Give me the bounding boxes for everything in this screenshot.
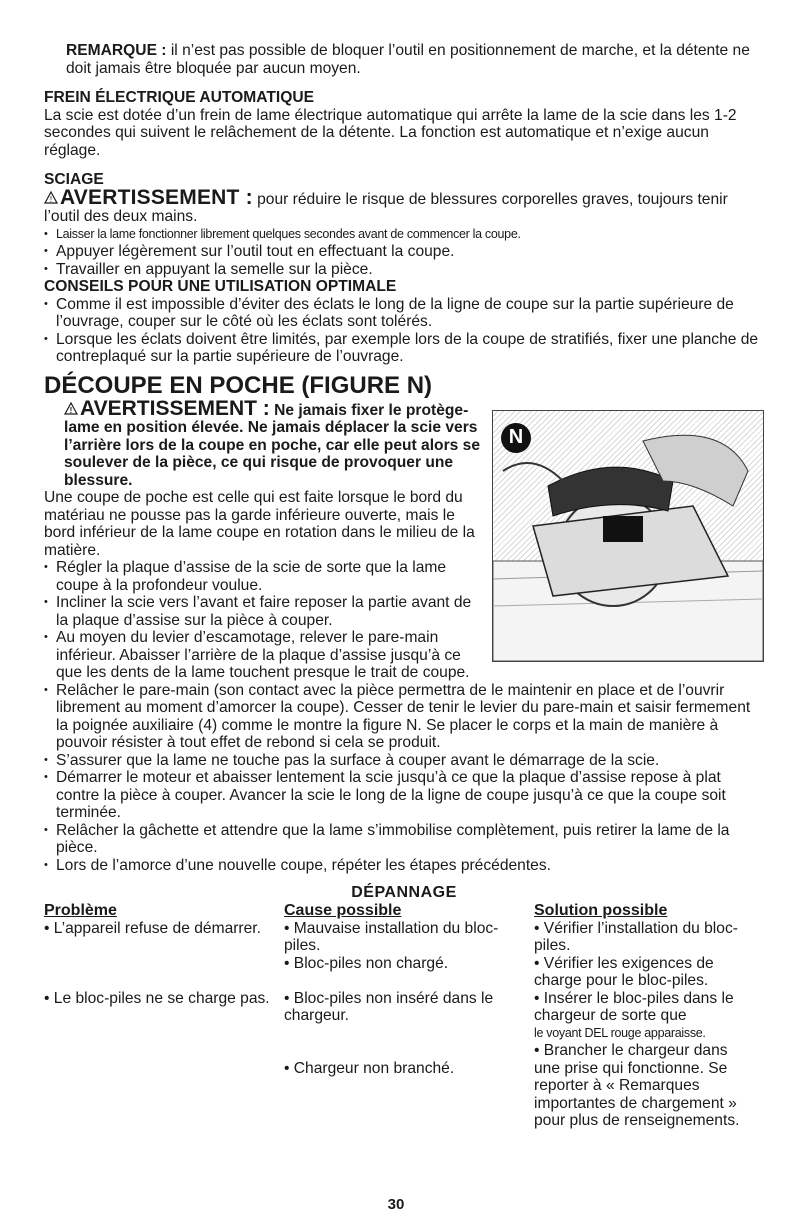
table-cell-problem: • Le bloc-piles ne se charge pas. (44, 989, 270, 1007)
figure-badge: N (501, 423, 531, 453)
column-header-solution: Solution possible (534, 902, 668, 919)
decoupe-title: DÉCOUPE EN POCHE (FIGURE N) (44, 371, 433, 399)
table-cell-cause (284, 990, 534, 1130)
page-number: 30 (387, 1196, 405, 1213)
cause-item: • Bloc-piles non chargé. (284, 954, 449, 972)
remarque-label: REMARQUE : (66, 42, 167, 59)
decoupe-list (44, 559, 764, 874)
sciage-list (44, 226, 764, 279)
column-header-cause: Cause possible (284, 902, 402, 919)
sciage-warning (44, 185, 764, 226)
sciage-title: SCIAGE (44, 171, 104, 188)
sciage-warning-word: AVERTISSEMENT : (60, 185, 253, 209)
warning-triangle-icon (44, 191, 60, 209)
svg-text:!: ! (49, 194, 53, 204)
decoupe-warning-word: AVERTISSEMENT : (80, 396, 270, 420)
list-item: • Comme il est impossible d’éviter des éclats le long de la ligne de coupe sur la partie supérieure de l’ouvrage, couper sur le côté où les éclats sont tolérés. (44, 296, 764, 331)
solution-item-small: le voyant DEL rouge apparaisse. (534, 1025, 706, 1040)
table-cell-problem: • L’appareil refuse de démarrer. (44, 919, 261, 937)
conseils-title: CONSEILS POUR UNE UTILISATION OPTIMALE (44, 278, 397, 295)
solution-item: • Vérifier les exigences de charge pour le bloc-piles. (534, 954, 714, 989)
table-cell-solution (534, 990, 764, 1130)
list-item: • Lors de l’amorce d’une nouvelle coupe, répéter les étapes précédentes. (44, 857, 764, 875)
table-cell-cause (284, 920, 534, 990)
list-item: • Lorsque les éclats doivent être limités, par exemple lors de la coupe de stratifiés, fixer une planche de contreplaqué sur la partie supérieure de l’ouvrage. (44, 331, 764, 366)
list-item: • Régler la plaque d’assise de la scie de sorte que la lame coupe à la profondeur voulue. (44, 559, 764, 594)
list-item: • Appuyer légèrement sur l’outil tout en effectuant la coupe. (44, 243, 764, 261)
solution-item: • Brancher le chargeur dans une prise qui fonctionne. Se reporter à « Remarques importantes de chargement » pour plus de renseignements. (534, 1042, 740, 1129)
list-item: • S’assurer que la lame ne touche pas la surface à couper avant le démarrage de la scie. (44, 752, 764, 770)
frein-text: La scie est dotée d’un frein de lame électrique automatique qui arrête la lame de la scie dans les 1-2 secondes qui suivent le relâchement de la détente. La fonction est automatique et n’exige aucun réglage. (44, 106, 737, 159)
sciage-warning-text: pour réduire le risque de blessures corporelles graves, toujours tenir l’outil des deux mains. (44, 190, 728, 225)
list-item: • Incliner la scie vers l’avant et faire reposer la partie avant de la plaque d’assise sur la pièce à couper. (44, 594, 764, 629)
list-item: • Au moyen du levier d’escamotage, relever le pare-main inférieur. Abaisser l’arrière de la plaque d’assise jusqu’à ce que les dents de la lame touchent presque le trait de coupe. (44, 629, 764, 682)
solution-item: • Vérifier l’installation du bloc-piles. (534, 919, 738, 954)
table-cell-solution (534, 920, 764, 990)
manual-page (44, 42, 764, 1130)
remarque-paragraph (44, 42, 764, 77)
list-item: • Relâcher le pare-main (son contact avec la pièce permettra de le maintenir en place et de l’ouvrir librement au moment d’amorcer la coupe). Cesser de tenir le levier du pare-main et saisir fermement la poignée auxiliaire (4) comme le montre la figure N. Se placer le corps et la main de manière à pouvoir résister à tout effet de rebond si cela se produit. (44, 682, 764, 752)
decoupe-warning-text: Ne jamais fixer le protège-lame en position élevée. Ne jamais déplacer la scie vers l’arrière lors de la coupe en poche, car elle peut alors se soulever de la pièce, ce qui risque de provoquer une blessure. (64, 401, 481, 489)
list-item: • Laisser la lame fonctionner librement quelques secondes avant de commencer la coupe. (44, 226, 764, 244)
troubleshooting-table (44, 902, 764, 1130)
cause-item: • Bloc-piles non inséré dans le chargeur. (284, 989, 494, 1024)
warning-triangle-icon (64, 402, 80, 420)
conseils-list (44, 296, 764, 366)
frein-title: FREIN ÉLECTRIQUE AUTOMATIQUE (44, 89, 315, 106)
svg-text:!: ! (69, 405, 73, 415)
list-item: • Relâcher la gâchette et attendre que la lame s’immobilise complètement, puis retirer la lame de la pièce. (44, 822, 764, 857)
solution-item: • Insérer le bloc-piles dans le chargeur de sorte que (534, 989, 734, 1024)
decoupe-intro: Une coupe de poche est celle qui est faite lorsque le bord du matériau ne pousse pas la garde inférieure ouverte, mais le bord inférieur de la lame coupe en rotation dans le milieu de la matière. (44, 489, 475, 559)
decoupe-section (44, 396, 764, 875)
column-header-probleme: Problème (44, 902, 117, 919)
cause-item: • Chargeur non branché. (284, 1059, 455, 1077)
depannage-title: DÉPANNAGE (351, 884, 457, 901)
cause-item: • Mauvaise installation du bloc-piles. (284, 919, 499, 954)
list-item: • Travailler en appuyant la semelle sur la pièce. (44, 261, 764, 279)
remarque-text: il n’est pas possible de bloquer l’outil en positionnement de marche, et la détente ne doit jamais être bloquée par aucun moyen. (66, 42, 750, 77)
list-item: • Démarrer le moteur et abaisser lentement la scie jusqu’à ce que la plaque d’assise repose à plat contre la pièce à couper. Avancer la scie le long de la ligne de coupe jusqu’à ce que la coupe soit terminée. (44, 769, 764, 822)
